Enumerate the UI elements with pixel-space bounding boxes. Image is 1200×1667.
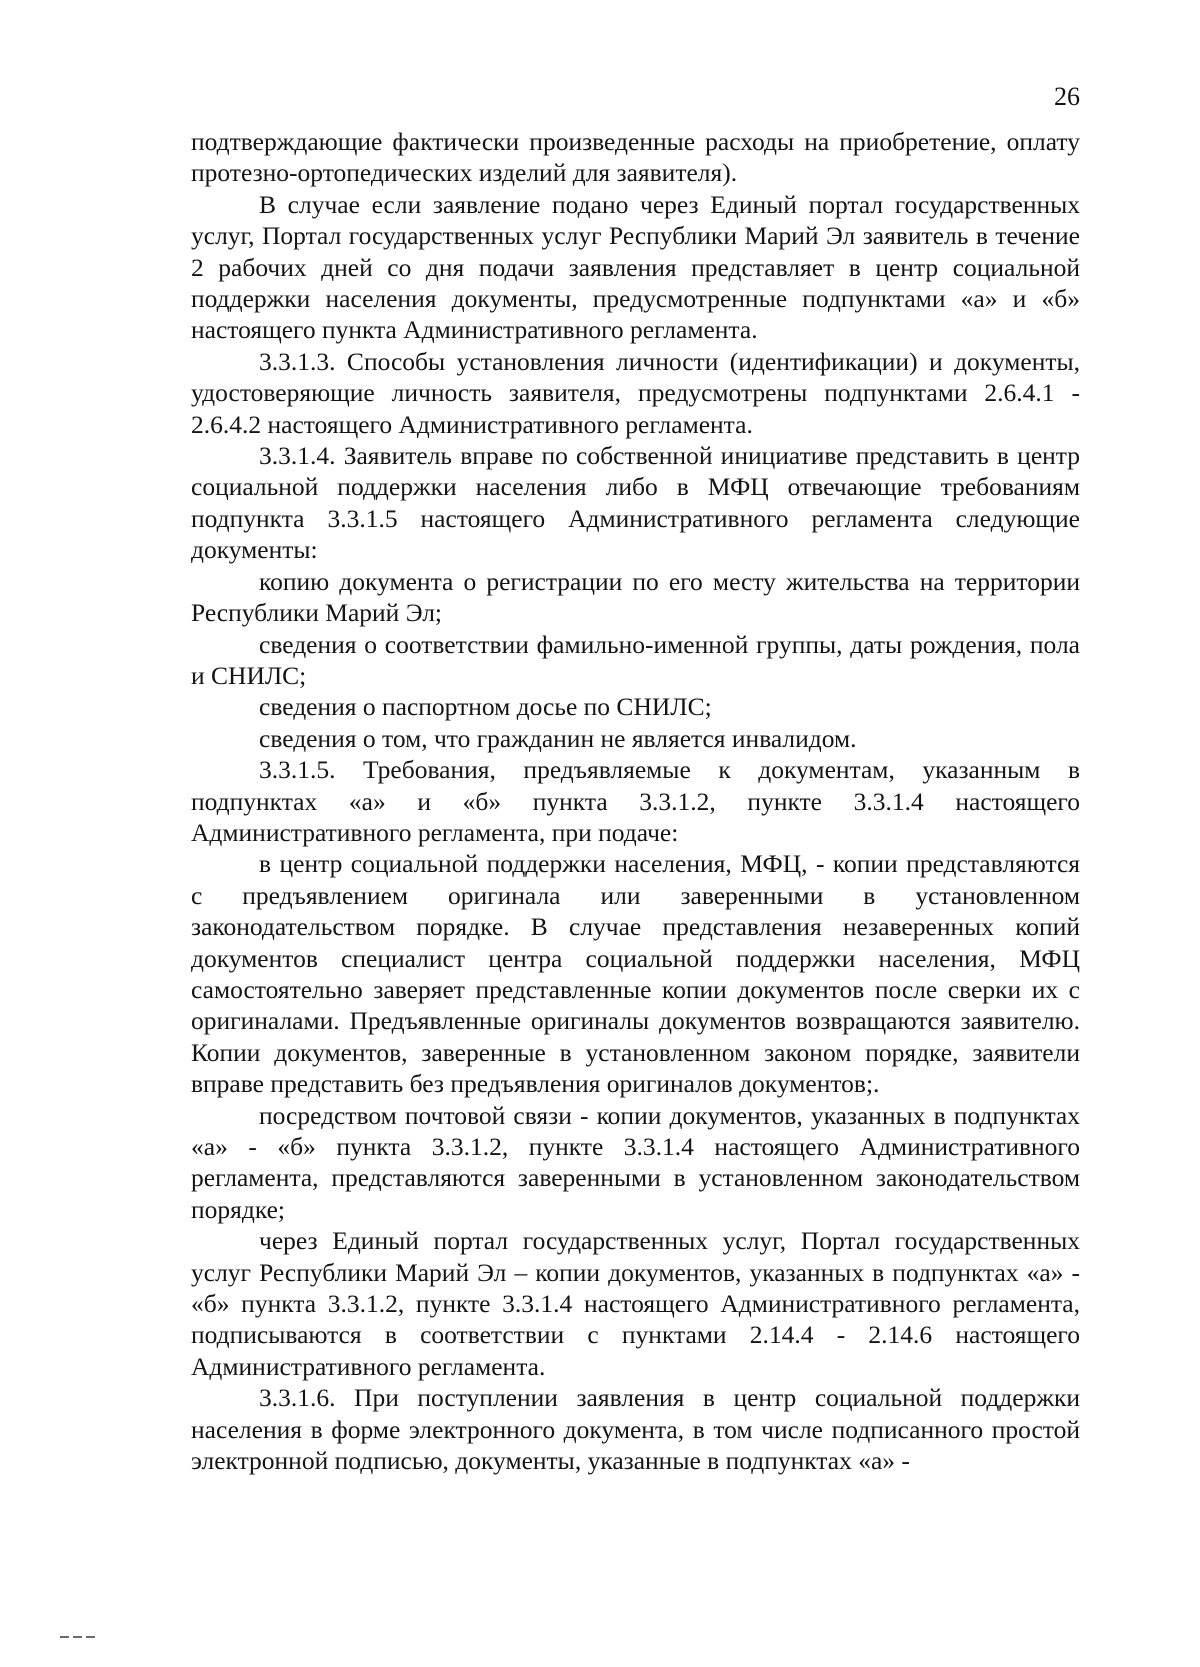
- list-item-portal-submission: через Единый портал государственных услуг, Портал государственных услуг Республики Марий Эл – копии документов, указанных в подпунктах «а» - «б» пункта 3.3.1.2, пункте 3.3.1.4 настоящего Административного регламента, подписываются в соответствии с пунктами 2.14.4 - 2.14.6 настоящего Административного регламента.: [191, 1226, 1080, 1381]
- page-number: 26: [1054, 82, 1080, 111]
- paragraph-3-3-1-5: 3.3.1.5. Требования, предъявляемые к документам, указанным в подпунктах «а» и «б» пункта 3.3.1.2, пункте 3.3.1.4 настоящего Административного регламента, при подаче:: [191, 755, 1080, 847]
- paragraph-portal-submission: В случае если заявление подано через Единый портал государственных услуг, Портал государственных услуг Республики Марий Эл заявитель в течение 2 рабочих дней со дня подачи заявления представляет в центр социальной поддержки населения документы, предусмотренные подпунктами «а» и «б» настоящего пункта Административного регламента.: [191, 189, 1080, 345]
- list-item-in-person-submission: в центр социальной поддержки населения, МФЦ, - копии представляются с предъявлением оригинала или заверенными в установленном законодательством порядке. В случае представления незаверенных копий документов специалист центра социальной поддержки населения, МФЦ самостоятельно заверяет представленные копии документов после сверки их с оригиналами. Предъявленные оригиналы документов возвращаются заявителю. Копии документов, заверенные в установленном законом порядке, заявители вправе представить без предъявления оригиналов документов;.: [191, 849, 1080, 1099]
- paragraph-3-3-1-4: 3.3.1.4. Заявитель вправе по собственной инициативе представить в центр социальной поддержки населения либо в МФЦ отвечающие требованиям подпункта 3.3.1.5 настоящего Административного регламента следующие документы:: [191, 441, 1080, 565]
- list-item-name-group-info: сведения о соответствии фамильно-именной группы, даты рождения, пола и СНИЛС;: [191, 629, 1080, 690]
- document-body: [191, 126, 1080, 1476]
- list-item-not-disabled: сведения о том, что гражданин не является инвалидом.: [259, 723, 857, 753]
- list-item-registration-document: копию документа о регистрации по его месту жительства на территории Республики Марий Эл;: [191, 566, 1080, 628]
- paragraph-3-3-1-6: 3.3.1.6. При поступлении заявления в центр социальной поддержки населения в форме электронного документа, в том числе подписанного простой электронной подписью, документы, указанные в подпунктах «а» -: [191, 1383, 1080, 1476]
- scan-edge-mark: [60, 1636, 98, 1638]
- paragraph-3-3-1-3: 3.3.1.3. Способы установления личности (идентификации) и документы, удостоверяющие личность заявителя, предусмотрены подпунктами 2.6.4.1 - 2.6.4.2 настоящего Административного регламента.: [191, 346, 1080, 439]
- list-item-passport-dossier: сведения о паспортном досье по СНИЛС;: [259, 692, 712, 722]
- list-item-postal-submission: посредством почтовой связи - копии документов, указанных в подпунктах «а» - «б» пункта 3.3.1.2, пункте 3.3.1.4 настоящего Административного регламента, представляются заверенными в установленном законодательством порядке;: [191, 1100, 1080, 1224]
- paragraph-continuation: подтверждающие фактически произведенные расходы на приобретение, оплату протезно-ортопедических изделий для заявителя).: [191, 127, 1080, 188]
